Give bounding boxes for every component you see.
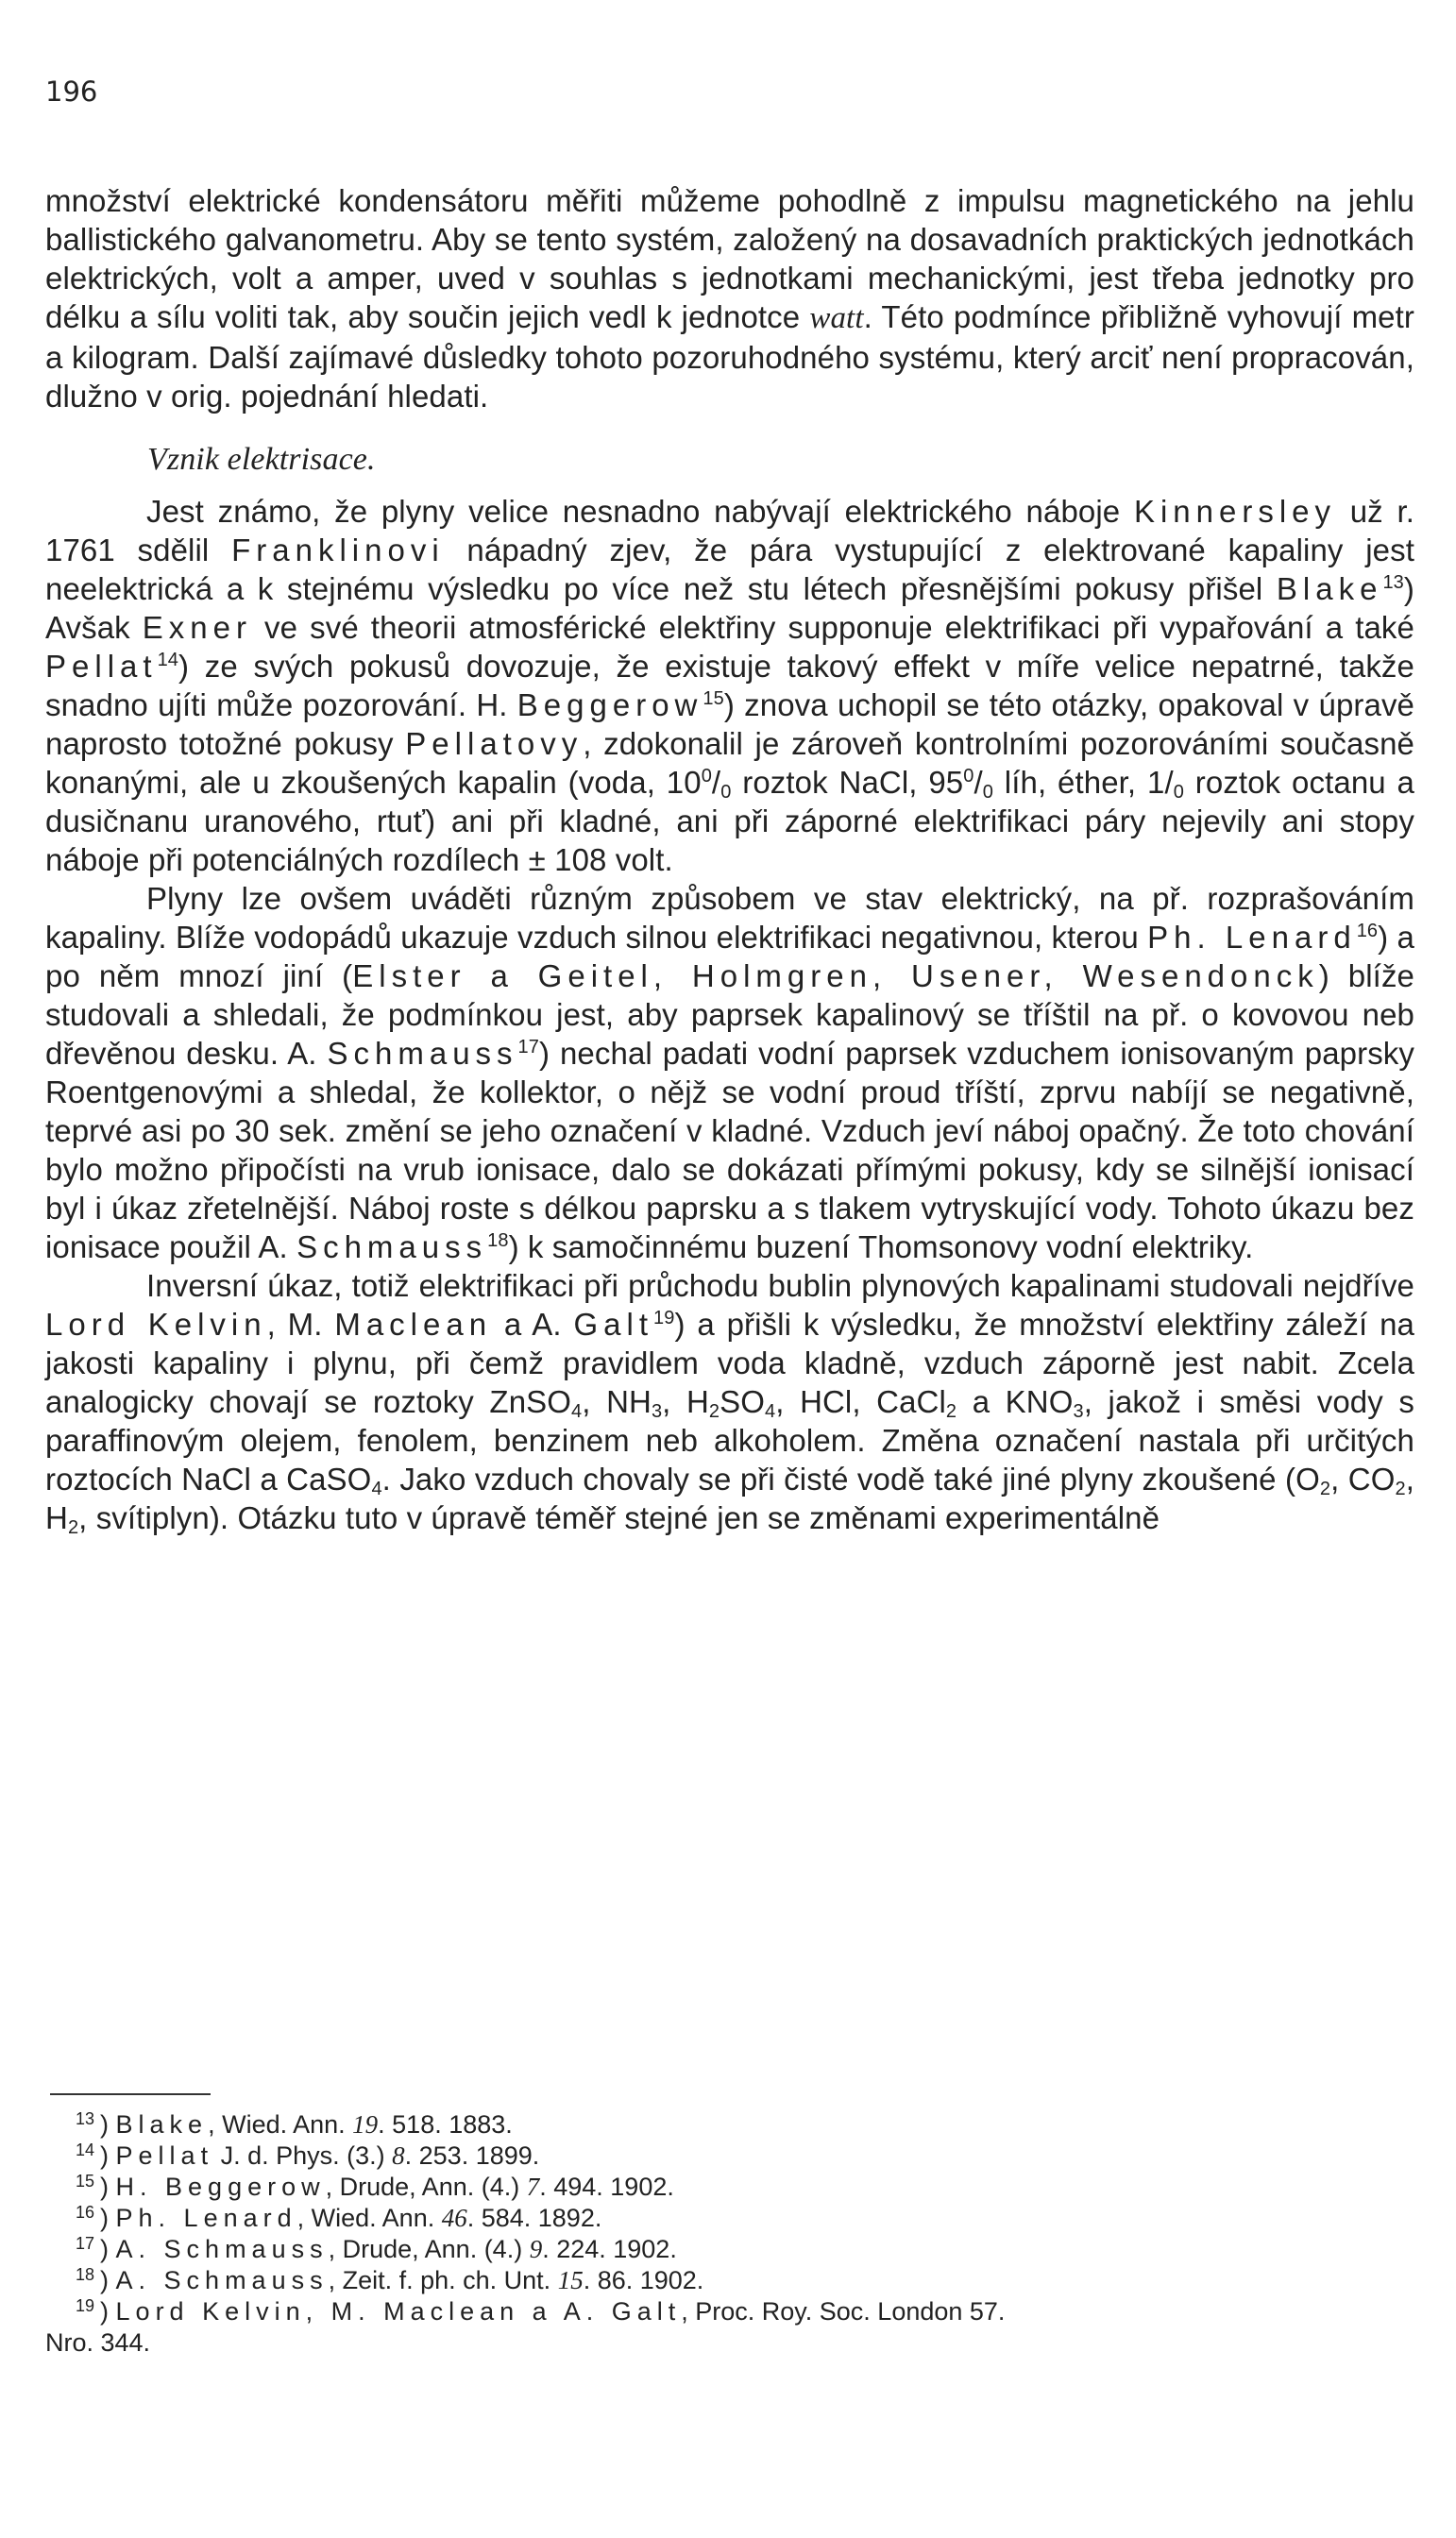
- footnote-number: 15: [76, 2172, 95, 2191]
- text-run: /: [973, 765, 983, 800]
- author-name: Beggerow: [516, 687, 703, 722]
- footnote-author: Blake: [115, 2110, 209, 2139]
- footnote-text: . 224. 1902.: [542, 2235, 677, 2263]
- text-run: ) a po něm mnozí jiní (: [45, 920, 1414, 993]
- footnote-number: 14: [76, 2140, 95, 2159]
- author-name: Lord Kelvin: [45, 1307, 267, 1342]
- footnote-text: . 494. 1902.: [539, 2173, 674, 2201]
- subscript: 2: [708, 1401, 720, 1422]
- author-name: Schmauss: [296, 1229, 488, 1264]
- author-name: Kinnersley: [1133, 494, 1337, 529]
- footnote-text: J. d. Phys. (3.): [213, 2141, 393, 2170]
- footnote-ref: 17: [517, 1037, 539, 1058]
- text-run: . Této podmínce přibližně vyhovují metr a kilogram. Další zajímavé důsledky tohoto pozoruhodného systému, který arciť není propracován, dlužno v orig. pojednání hledati.: [45, 299, 1414, 414]
- text-run: roztok NaCl, 95: [731, 765, 964, 800]
- subscript: 2: [67, 1517, 79, 1538]
- subscript: 2: [945, 1401, 957, 1422]
- text-run: ) k samočinnému buzení Thomsonovy vodní elektriky.: [508, 1229, 1254, 1264]
- footnote-ref: 14: [157, 650, 179, 670]
- text-run: , HCl, CaCl: [775, 1384, 946, 1419]
- subscript: 4: [765, 1401, 776, 1422]
- text-run: Inversní úkaz, totiž elektrifikaci při průchodu bublin plynových kapalinami studovali nejdříve: [146, 1268, 1414, 1303]
- text-run: ) ze svých pokusů dovozuje, že existuje takový effekt v míře velice nepatrné, takže snadno ujíti může pozorování. H.: [45, 649, 1414, 722]
- footnote-number: 17: [76, 2234, 95, 2253]
- footnote-text: , Wied. Ann.: [296, 2204, 442, 2232]
- paragraph-3: [45, 879, 1414, 1266]
- text-run: , zdokonalil je zároveň kontrolními pozorováními současně konanými, ale u zkoušených kapalin (voda, 10: [45, 726, 1414, 800]
- text-run: ) nechal padati vodní paprsek vzduchem ionisovaným paprsky Roentgenovými a shledal, že kollektor, o nějž se vodní proud tříští, zprvu nabíjí se negativně, teprvé asi po 30 sek. změní se jeho označení v kladné. Vzduch jeví náboj opačný. Že toto chování bylo možno připočísti na vrub ionisace, dalo se dokázati přímými pokusy, kdy se silnější ionisací byl i úkaz zřetelnější. Náboj roste s délkou paprsku a s tlakem vytryskující vody. Tohoto úkazu bez ionisace použil A.: [45, 1036, 1414, 1264]
- footnote-volume: 7: [526, 2173, 540, 2201]
- footnote: $^{19}$ ) Lord Kelvin, M. Maclean a A. Galt, Proc. Roy. Soc. London 57.: [76, 2296, 1006, 2326]
- footnote-separator: [50, 2093, 211, 2095]
- author-name: Schmauss: [327, 1036, 518, 1071]
- paragraph-1: [45, 181, 1414, 415]
- footnote-author: Lord Kelvin, M. Maclean a A. Galt: [115, 2297, 682, 2326]
- footnote-number: 19: [76, 2296, 95, 2315]
- footnote-text: . 584. 1892.: [466, 2204, 602, 2232]
- footnote-author: A. Schmauss: [115, 2235, 329, 2263]
- percent-sub: 0: [1173, 782, 1184, 803]
- paragraph-2: [45, 492, 1414, 879]
- footnote-author: H. Beggerow: [115, 2173, 326, 2201]
- footnote: $^{15}$ ) H. Beggerow, Drude, Ann. (4.) 7. 494. 1902.: [76, 2172, 674, 2201]
- text-run: , H: [45, 1462, 1414, 1535]
- footnote-text: , Proc. Roy. Soc. London 57.: [681, 2297, 1006, 2326]
- footnote-volume: 19: [352, 2110, 379, 2139]
- footnote-ref: 18: [487, 1230, 509, 1251]
- text-run: /: [711, 765, 721, 800]
- footnote-text: . 86. 1902.: [583, 2266, 704, 2294]
- text-run: , svítiplyn). Otázku tuto v úpravě téměř stejné jen se změnami experimentálně: [78, 1500, 1160, 1535]
- text-run: , jakož i směsi vody s paraffinovým olejem, fenolem, benzinem neb alkoholem. Změna označení nastala při určitých roztocích NaCl a CaSO: [45, 1384, 1414, 1497]
- author-name: Pellatovy: [405, 726, 584, 761]
- footnote-volume: 46: [441, 2204, 467, 2232]
- text-run: a A.: [492, 1307, 574, 1342]
- subscript: 2: [1319, 1479, 1331, 1499]
- author-name: Pellat: [45, 649, 158, 684]
- author-name: Blake: [1276, 571, 1383, 606]
- footnote-ref: 15: [703, 688, 724, 709]
- body-text: [45, 181, 1414, 1537]
- footnote-ref: 16: [1356, 921, 1379, 941]
- footnote-text: , Zeit. f. ph. ch. Unt.: [328, 2266, 558, 2294]
- footnote-ref: 19: [653, 1308, 675, 1328]
- page-number: 196: [45, 76, 98, 108]
- author-name: Maclean: [334, 1307, 493, 1342]
- percent-sub: 0: [982, 782, 993, 803]
- text-run: SO: [720, 1384, 766, 1419]
- footnote-text: , Drude, Ann. (4.): [325, 2173, 527, 2201]
- footnotes: [45, 2109, 1414, 2359]
- author-name: Ph. Lenard: [1147, 920, 1357, 955]
- text-run: Plyny lze ovšem uváděti různým způsobem ve stav elektrický, na př. rozprašováním kapaliny. Blíže vodopádů ukazuje vzduch silnou elektrifikaci negativnou, kterou: [45, 881, 1414, 955]
- text-run: ) Avšak: [45, 571, 1414, 645]
- footnote-volume: 15: [557, 2266, 584, 2294]
- percent-sup: 0: [963, 766, 974, 787]
- text-run: a KNO: [957, 1384, 1074, 1419]
- subscript: 4: [371, 1479, 382, 1499]
- footnote-text: . 253. 1899.: [404, 2141, 540, 2170]
- text-run: , NH: [582, 1384, 652, 1419]
- text-run: ) blíže studovali a shledali, že podmínkou jest, aby paprsek kapalinový se tříštil na př. o kovovou neb dřevěnou desku. A.: [45, 958, 1414, 1071]
- paragraph-4: [45, 1266, 1414, 1537]
- percent-sub: 0: [720, 782, 732, 803]
- footnote: $^{17}$ ) A. Schmauss, Drude, Ann. (4.) 9. 224. 1902.: [76, 2234, 677, 2263]
- footnote-author: Ph. Lenard: [115, 2204, 297, 2232]
- text-run: . Jako vzduch chovaly se při čisté vodě také jiné plyny zkoušené (O: [381, 1462, 1320, 1497]
- footnote-continuation: Nro. 344.: [45, 2328, 151, 2357]
- text-run: , M.: [266, 1307, 335, 1342]
- footnote: $^{18}$ ) A. Schmauss, Zeit. f. ph. ch. Unt. 15. 86. 1902.: [76, 2265, 704, 2294]
- footnote-volume: 9: [529, 2235, 543, 2263]
- author-name: Galt: [573, 1307, 653, 1342]
- text-run: roztok octanu a dusičnanu uranového, rtuť) ani při kladné, ani při záporné elektrifikaci páry nejevily ani stopy náboje při potenciálných rozdílech ± 108 volt.: [45, 765, 1414, 877]
- subscript: 3: [1073, 1401, 1084, 1422]
- footnote-text: , Drude, Ann. (4.): [328, 2235, 530, 2263]
- footnote: $^{16}$ ) Ph. Lenard, Wied. Ann. 46. 584. 1892.: [76, 2203, 602, 2232]
- footnote-volume: 8: [392, 2141, 405, 2170]
- author-names: Elster a Geitel, Holmgren, Usener, Wesendonck: [352, 958, 1319, 993]
- subscript: 4: [571, 1401, 583, 1422]
- text-run: Jest známo, že plyny velice nesnadno nabývají elektrického náboje: [146, 494, 1134, 529]
- text-run: , H: [662, 1384, 709, 1419]
- text-run: ve své theorii atmosférické elektřiny supponuje elektrifikaci při vypařování a také: [252, 610, 1414, 645]
- percent-sup: 0: [701, 766, 712, 787]
- text-run: množství elektrické kondensátoru měřiti můžeme pohodlně z impulsu magnetického na jehlu ballistického galvanometru. Aby se tento systém, založený na dosavadních praktických jednotkách elektrických, volt a amper, uved v souhlas s jednotkami mechanickými, jest třeba jednotky pro délku a sílu voliti tak, aby součin jejich vedl k jednotce: [45, 183, 1414, 334]
- text-run: líh, éther, 1: [993, 765, 1165, 800]
- subscript: 3: [651, 1401, 663, 1422]
- text-run: nápadný zjev, že pára vystupující z elektrované kapaliny jest neelektrická a k stejnému výsledku po více než stu létech přesnějšími pokusy přišel: [45, 533, 1414, 606]
- footnote-text: . 518. 1883.: [378, 2110, 513, 2139]
- author-name: Franklinovi: [231, 533, 445, 567]
- footnote: $^{13}$ ) Blake, Wied. Ann. 19. 518. 1883.: [76, 2109, 513, 2139]
- watt-term: watt: [809, 301, 864, 335]
- text-run: už r. 1761 sdělil: [45, 494, 1414, 567]
- footnote-number: 18: [76, 2265, 95, 2284]
- text-run: ) znova uchopil se této otázky, opakoval v úpravě naprosto totožné pokusy: [45, 687, 1415, 761]
- subscript: 2: [1395, 1479, 1406, 1499]
- footnote-text: , Wied. Ann.: [208, 2110, 353, 2139]
- footnote: $^{14}$ ) Pellat J. d. Phys. (3.) 8. 253. 1899.: [76, 2140, 540, 2170]
- footnote-number: 13: [76, 2109, 95, 2128]
- footnote-number: 16: [76, 2203, 95, 2222]
- section-heading: Vznik elektrisace.: [147, 442, 376, 477]
- text-run: /: [1164, 765, 1174, 800]
- text-run: , CO: [1330, 1462, 1396, 1497]
- footnote-author: A. Schmauss: [115, 2266, 329, 2294]
- footnote-ref: 13: [1382, 572, 1404, 593]
- text-run: ) a přišli k výsledku, že množství elektřiny záleží na jakosti kapaliny i plynu, při čemž pravidlem voda kladně, vzduch záporně jest nabit. Zcela analogicky chovají se roztoky ZnSO: [45, 1307, 1414, 1419]
- author-name: Exner: [142, 610, 253, 645]
- footnote-author: Pellat: [115, 2141, 214, 2170]
